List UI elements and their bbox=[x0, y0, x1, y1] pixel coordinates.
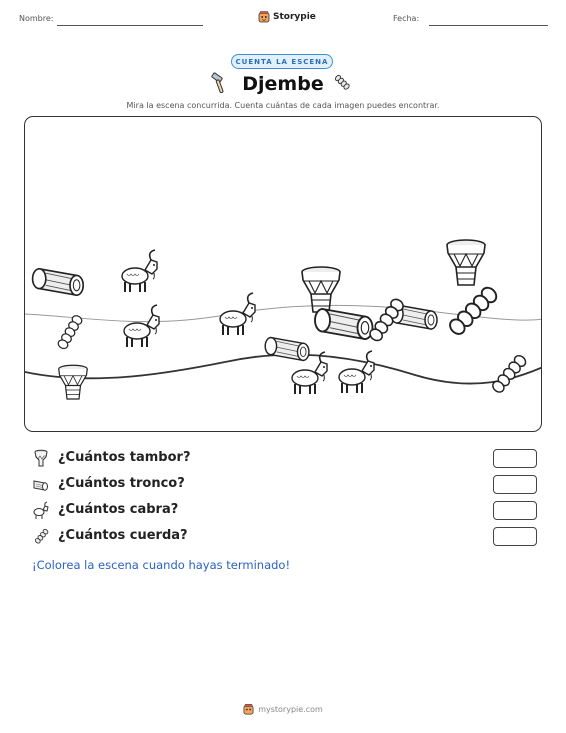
name-label: Nombre: bbox=[19, 14, 54, 23]
storypie-icon bbox=[258, 11, 270, 23]
goat-icon bbox=[32, 501, 50, 521]
coloring-instruction: ¡Colorea la escena cuando hayas terminado! bbox=[32, 558, 291, 572]
question-row bbox=[32, 527, 537, 547]
question-row bbox=[32, 501, 537, 521]
storypie-icon bbox=[243, 704, 254, 715]
date-label: Fecha: bbox=[393, 14, 420, 23]
question-text: ¿Cuántos cuerda? bbox=[58, 528, 188, 543]
scene-goat bbox=[124, 305, 159, 347]
scene-goat bbox=[339, 351, 374, 393]
answer-box[interactable] bbox=[493, 475, 537, 494]
question-text: ¿Cuántos tambor? bbox=[58, 450, 191, 465]
instructions: Mira la escena concurrida. Cuenta cuántas de cada imagen puedes encontrar. bbox=[126, 101, 440, 110]
scene-goat bbox=[220, 293, 255, 335]
footer bbox=[0, 704, 566, 715]
answer-box[interactable] bbox=[493, 527, 537, 546]
scene-log bbox=[315, 309, 373, 339]
rope-icon bbox=[32, 527, 50, 547]
scene-drum bbox=[447, 240, 485, 285]
footer-url[interactable]: mystorypie.com bbox=[258, 705, 323, 714]
log-icon bbox=[32, 475, 50, 495]
name-field[interactable] bbox=[57, 25, 203, 26]
drum-icon bbox=[32, 449, 50, 469]
question-row bbox=[32, 475, 537, 495]
question-text: ¿Cuántos cabra? bbox=[58, 502, 179, 517]
scene-rope bbox=[57, 314, 84, 350]
question-row bbox=[32, 449, 537, 469]
brand-logo bbox=[258, 11, 316, 23]
scene-log bbox=[265, 338, 309, 361]
date-field[interactable] bbox=[429, 25, 548, 26]
scene-goat bbox=[122, 250, 157, 292]
rope-icon bbox=[332, 72, 354, 94]
question-text: ¿Cuántos tronco? bbox=[58, 476, 185, 491]
page-title: Djembe bbox=[242, 73, 324, 95]
scene-illustration bbox=[25, 117, 542, 432]
scene-log bbox=[33, 269, 84, 295]
scene-rope bbox=[491, 353, 528, 394]
scene-rope bbox=[447, 285, 499, 337]
scene-drum bbox=[59, 365, 88, 399]
count-scene bbox=[24, 116, 542, 432]
activity-badge: CUENTA LA ESCENA bbox=[231, 54, 333, 69]
brand-name: Storypie bbox=[273, 12, 316, 22]
answer-box[interactable] bbox=[493, 449, 537, 468]
answer-box[interactable] bbox=[493, 501, 537, 520]
